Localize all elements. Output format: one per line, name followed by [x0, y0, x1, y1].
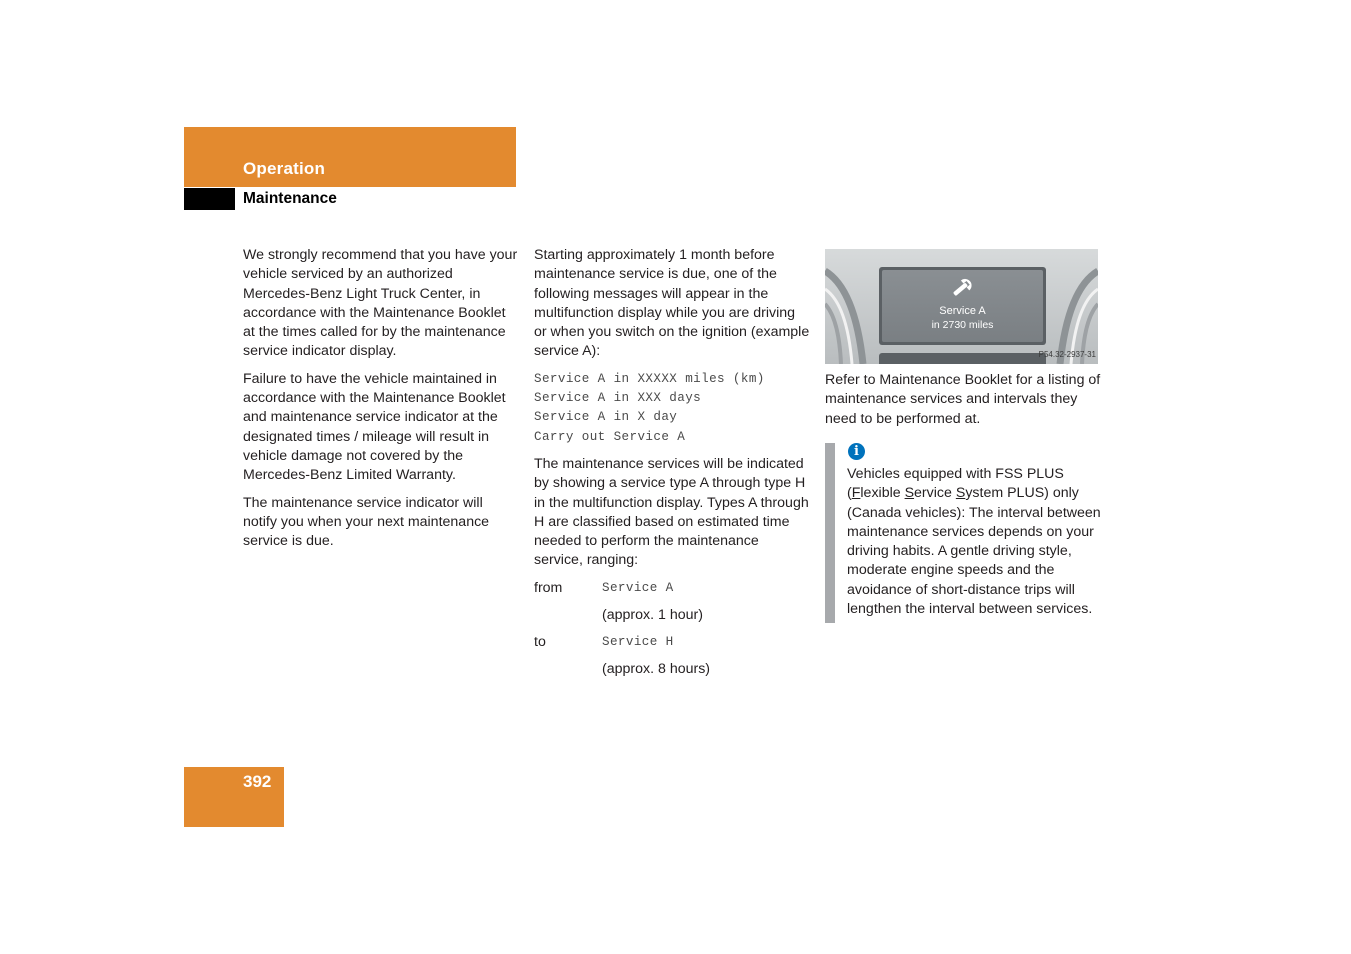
range-to-note: (approx. 8 hours)	[602, 660, 711, 677]
note-bar	[825, 443, 835, 623]
section-header-bar	[184, 127, 516, 187]
display-line-1: Service A	[939, 305, 986, 317]
note-letter-s: S	[904, 485, 915, 502]
display-message: Carry out Service A	[534, 429, 686, 444]
note-word-1: lexible	[860, 485, 905, 502]
instrument-cluster-figure	[825, 249, 1098, 364]
paragraph: Failure to have the vehicle maintained in accordance with the Maintenance Booklet and maintenance service indicator at the designated times / mileage will result in vehicle damage not covered by the Mercedes-Benz Limited Warranty.	[243, 370, 506, 484]
subsection-marker	[184, 188, 235, 210]
figure-caption: Refer to Maintenance Booklet for a listing of maintenance services and intervals they need to be performed at.	[825, 372, 1101, 427]
display-message-list	[534, 370, 810, 447]
range-from-value: Service A	[602, 580, 674, 595]
info-note	[825, 443, 1103, 623]
range-from-label: from	[534, 579, 563, 596]
note-text	[847, 465, 1103, 619]
note-intro: Vehicles equipped with FSS PLUS (	[847, 466, 1064, 502]
note-word-2: ervice	[914, 485, 956, 502]
section-title: Operation	[243, 159, 326, 178]
display-line-2: in 2730 miles	[931, 319, 994, 331]
paragraph: We strongly recommend that you have your vehicle serviced by an authorized Mercedes-Benz Light Truck Center, in accordance with the Maintenance Booklet at the times called for by the maintenance service indicator display.	[243, 247, 518, 360]
figure-code: P54.32-2937-31	[1038, 350, 1096, 359]
note-letter-s2: S	[955, 485, 966, 502]
page-number: 392	[243, 772, 272, 791]
range-from-note: (approx. 1 hour)	[602, 606, 703, 623]
intro-paragraph: Starting approximately 1 month before maintenance service is due, one of the following messages will appear in the multifunction display while you are driving or when you switch on the ignition (example service A):	[534, 247, 810, 360]
paragraph: The maintenance service indicator will notify you when your next maintenance service is due.	[243, 494, 490, 550]
display-message: Service A in XXXXX miles (km)	[534, 371, 765, 386]
display-message: Service A in XXX days	[534, 391, 702, 406]
info-icon: i	[848, 443, 865, 460]
note-word-3: ystem PLUS) only	[965, 485, 1079, 502]
explanation-paragraph: The maintenance services will be indicated by showing a service type A through type H in the multifunction display. Types A through H are classified based on estimated time needed to perform the maintenance service, ranging:	[534, 455, 809, 569]
note-letter-f: F	[851, 485, 861, 502]
subsection-title: Maintenance	[243, 190, 337, 207]
column-left	[243, 246, 519, 559]
display-message: Service A in X day	[534, 410, 678, 425]
service-range	[534, 579, 810, 687]
range-to-value: Service H	[602, 634, 674, 649]
column-middle	[534, 246, 810, 687]
note-body: (Canada vehicles): The interval between maintenance services depends on your driving habits. A gentle driving style, moderate engine speeds and the avoidance of short-distance trips will lengthen the interval between services.	[847, 504, 1101, 618]
range-to-label: to	[534, 633, 546, 650]
